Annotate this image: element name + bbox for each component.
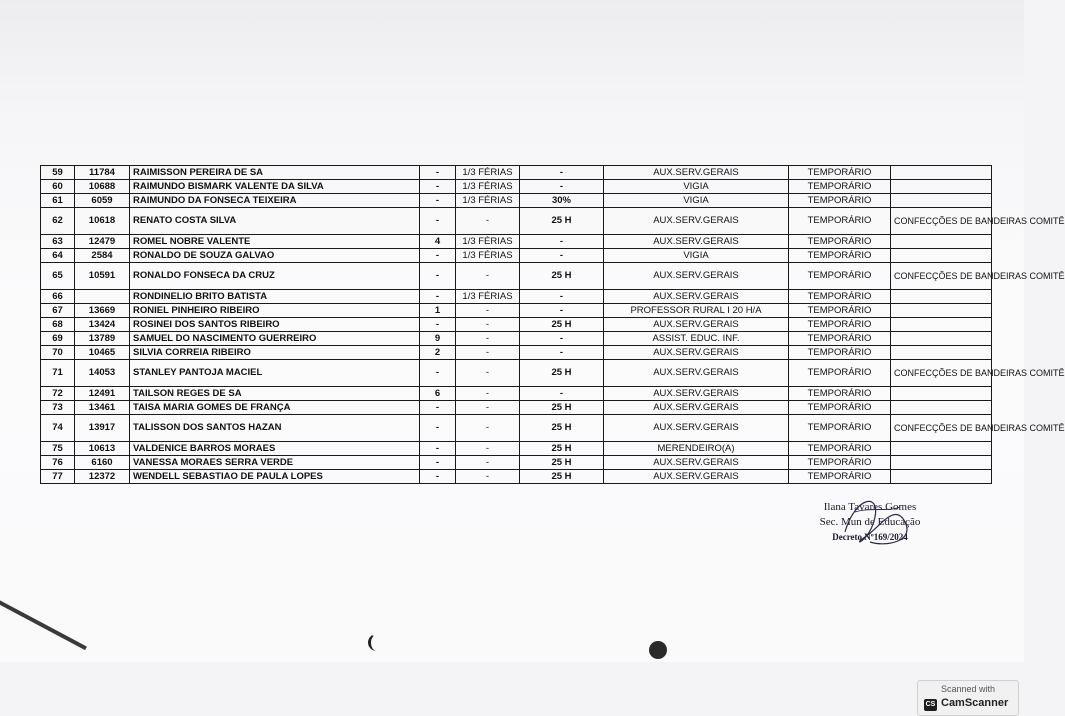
employment-type-cell: TEMPORÁRIO — [789, 263, 891, 290]
vacation-cell: 1/3 FÉRIAS — [456, 180, 520, 194]
observation-cell — [891, 166, 992, 180]
row-number-cell: 63 — [41, 235, 75, 249]
job-title-cell: ASSIST. EDUC. INF. — [604, 332, 789, 346]
extra-hours-cell: - — [520, 180, 604, 194]
registration-number-cell: 10618 — [75, 208, 130, 235]
table-row — [41, 180, 992, 194]
extra-hours-cell: - — [520, 249, 604, 263]
employment-type-cell: TEMPORÁRIO — [789, 360, 891, 387]
employee-name-cell: TAISA MARIA GOMES DE FRANÇA — [130, 401, 420, 415]
roster-body — [41, 166, 1065, 484]
row-number-cell: 67 — [41, 304, 75, 318]
employment-type-cell: TEMPORÁRIO — [789, 318, 891, 332]
job-title-cell: AUX.SERV.GERAIS — [604, 401, 789, 415]
observation-cell — [891, 332, 992, 346]
employee-name-cell: VANESSA MORAES SERRA VERDE — [130, 456, 420, 470]
observation-cell — [891, 194, 992, 208]
observation-cell — [891, 401, 992, 415]
row-number-cell: 74 — [41, 415, 75, 442]
observation-cell: CONFECÇÕES DE BANDEIRAS COMITÊ — [891, 360, 992, 387]
vacation-cell: 1/3 FÉRIAS — [456, 235, 520, 249]
vacation-cell: 1/3 FÉRIAS — [456, 249, 520, 263]
vacation-cell: - — [456, 415, 520, 442]
row-number-cell: 62 — [41, 208, 75, 235]
registration-number-cell: 13669 — [75, 304, 130, 318]
watermark-brand: CamScanner — [941, 697, 1009, 709]
table-row — [41, 456, 992, 470]
absences-cell: - — [420, 442, 456, 456]
extra-hours-cell: - — [520, 387, 604, 401]
registration-number-cell: 13789 — [75, 332, 130, 346]
absences-cell: 2 — [420, 346, 456, 360]
extra-hours-cell: 25 H — [520, 470, 604, 484]
camscanner-watermark — [917, 680, 1019, 716]
employee-name-cell: RAIMUNDO BISMARK VALENTE DA SILVA — [130, 180, 420, 194]
absences-cell: 6 — [420, 387, 456, 401]
staff-roster-table — [40, 165, 1065, 484]
observation-cell — [891, 290, 992, 304]
punch-mark — [368, 634, 385, 651]
registration-number-cell: 10688 — [75, 180, 130, 194]
employment-type-cell: TEMPORÁRIO — [789, 235, 891, 249]
absences-cell: - — [420, 263, 456, 290]
observation-cell — [891, 235, 992, 249]
job-title-cell: AUX.SERV.GERAIS — [604, 235, 789, 249]
job-title-cell: AUX.SERV.GERAIS — [604, 290, 789, 304]
absences-cell: - — [420, 456, 456, 470]
vacation-cell: - — [456, 456, 520, 470]
vacation-cell: 1/3 FÉRIAS — [456, 194, 520, 208]
row-number-cell: 70 — [41, 346, 75, 360]
table-row — [41, 194, 992, 208]
job-title-cell: AUX.SERV.GERAIS — [604, 263, 789, 290]
job-title-cell: AUX.SERV.GERAIS — [604, 346, 789, 360]
vacation-cell: - — [456, 470, 520, 484]
row-number-cell: 68 — [41, 318, 75, 332]
employee-name-cell: RONALDO DE SOUZA GALVAO — [130, 249, 420, 263]
employee-name-cell: RONALDO FONSECA DA CRUZ — [130, 263, 420, 290]
row-number-cell: 59 — [41, 166, 75, 180]
employee-name-cell: VALDENICE BARROS MORAES — [130, 442, 420, 456]
signature-block — [775, 500, 965, 545]
observation-cell — [891, 318, 992, 332]
vacation-cell: - — [456, 346, 520, 360]
table-row — [41, 415, 992, 442]
extra-hours-cell: 25 H — [520, 360, 604, 387]
observation-cell — [891, 249, 992, 263]
table-row — [41, 387, 992, 401]
job-title-cell: AUX.SERV.GERAIS — [604, 470, 789, 484]
row-number-cell: 61 — [41, 194, 75, 208]
observation-cell — [891, 456, 992, 470]
employee-name-cell: RAIMUNDO DA FONSECA TEIXEIRA — [130, 194, 420, 208]
employee-name-cell: WENDELL SEBASTIAO DE PAULA LOPES — [130, 470, 420, 484]
table-row — [41, 360, 992, 387]
employee-name-cell: ROMEL NOBRE VALENTE — [130, 235, 420, 249]
job-title-cell: AUX.SERV.GERAIS — [604, 360, 789, 387]
vacation-cell: - — [456, 442, 520, 456]
vacation-cell: 1/3 FÉRIAS — [456, 166, 520, 180]
job-title-cell: PROFESSOR RURAL I 20 H/A — [604, 304, 789, 318]
row-number-cell: 65 — [41, 263, 75, 290]
absences-cell: - — [420, 415, 456, 442]
table-row — [41, 290, 992, 304]
employment-type-cell: TEMPORÁRIO — [789, 249, 891, 263]
registration-number-cell: 13461 — [75, 401, 130, 415]
registration-number-cell: 6160 — [75, 456, 130, 470]
employee-name-cell: TAILSON REGES DE SA — [130, 387, 420, 401]
observation-cell — [891, 470, 992, 484]
employee-name-cell: RAIMISSON PEREIRA DE SA — [130, 166, 420, 180]
job-title-cell: VIGIA — [604, 194, 789, 208]
absences-cell: - — [420, 249, 456, 263]
signer-decree: Decreto Nº169/2024 — [832, 532, 908, 542]
table-row — [41, 346, 992, 360]
job-title-cell: AUX.SERV.GERAIS — [604, 318, 789, 332]
punch-hole — [649, 641, 667, 659]
registration-number-cell: 12372 — [75, 470, 130, 484]
table-row — [41, 208, 992, 235]
absences-cell: 4 — [420, 235, 456, 249]
employee-name-cell: STANLEY PANTOJA MACIEL — [130, 360, 420, 387]
vacation-cell: - — [456, 401, 520, 415]
vacation-cell: - — [456, 387, 520, 401]
employment-type-cell: TEMPORÁRIO — [789, 290, 891, 304]
vacation-cell: - — [456, 208, 520, 235]
absences-cell: - — [420, 208, 456, 235]
watermark-caption: Scanned with — [940, 684, 996, 694]
employment-type-cell: TEMPORÁRIO — [789, 194, 891, 208]
absences-cell: 1 — [420, 304, 456, 318]
extra-hours-cell: 25 H — [520, 442, 604, 456]
observation-cell — [891, 442, 992, 456]
row-number-cell: 69 — [41, 332, 75, 346]
employment-type-cell: TEMPORÁRIO — [789, 332, 891, 346]
registration-number-cell: 10465 — [75, 346, 130, 360]
observation-cell — [891, 346, 992, 360]
row-number-cell: 72 — [41, 387, 75, 401]
observation-cell — [891, 304, 992, 318]
row-number-cell: 77 — [41, 470, 75, 484]
table-row — [41, 318, 992, 332]
employment-type-cell: TEMPORÁRIO — [789, 456, 891, 470]
camscanner-logo-icon: CS — [924, 699, 937, 711]
observation-cell — [891, 180, 992, 194]
job-title-cell: AUX.SERV.GERAIS — [604, 387, 789, 401]
vacation-cell: - — [456, 263, 520, 290]
table-row — [41, 166, 992, 180]
employee-name-cell: RENATO COSTA SILVA — [130, 208, 420, 235]
registration-number-cell: 10613 — [75, 442, 130, 456]
row-number-cell: 64 — [41, 249, 75, 263]
observation-cell — [891, 387, 992, 401]
extra-hours-cell: - — [520, 166, 604, 180]
extra-hours-cell: 30% — [520, 194, 604, 208]
job-title-cell: MERENDEIRO(A) — [604, 442, 789, 456]
table-row — [41, 401, 992, 415]
table-row — [41, 249, 992, 263]
row-number-cell: 75 — [41, 442, 75, 456]
absences-cell: - — [420, 166, 456, 180]
extra-hours-cell: 25 H — [520, 208, 604, 235]
vacation-cell: - — [456, 332, 520, 346]
signer-role: Sec. Mun de Educação — [819, 516, 921, 528]
employment-type-cell: TEMPORÁRIO — [789, 415, 891, 442]
job-title-cell: AUX.SERV.GERAIS — [604, 456, 789, 470]
vacation-cell: 1/3 FÉRIAS — [456, 290, 520, 304]
observation-cell: CONFECÇÕES DE BANDEIRAS COMITÊ — [891, 208, 992, 235]
employment-type-cell: TEMPORÁRIO — [789, 180, 891, 194]
job-title-cell: VIGIA — [604, 249, 789, 263]
employment-type-cell: TEMPORÁRIO — [789, 166, 891, 180]
registration-number-cell: 13424 — [75, 318, 130, 332]
vacation-cell: - — [456, 304, 520, 318]
vacation-cell: - — [456, 318, 520, 332]
extra-hours-cell: 25 H — [520, 415, 604, 442]
employment-type-cell: TEMPORÁRIO — [789, 304, 891, 318]
extra-hours-cell: - — [520, 332, 604, 346]
registration-number-cell: 12479 — [75, 235, 130, 249]
registration-number-cell: 2584 — [75, 249, 130, 263]
employment-type-cell: TEMPORÁRIO — [789, 346, 891, 360]
registration-number-cell: 13917 — [75, 415, 130, 442]
job-title-cell: AUX.SERV.GERAIS — [604, 208, 789, 235]
absences-cell: - — [420, 470, 456, 484]
employee-name-cell: ROSINEI DOS SANTOS RIBEIRO — [130, 318, 420, 332]
employment-type-cell: TEMPORÁRIO — [789, 470, 891, 484]
signer-name: Ilana Tavares Gomes — [823, 501, 917, 513]
job-title-cell: AUX.SERV.GERAIS — [604, 415, 789, 442]
registration-number-cell: 6059 — [75, 194, 130, 208]
employee-name-cell: RONDINELIO BRITO BATISTA — [130, 290, 420, 304]
table-row — [41, 470, 992, 484]
table-row — [41, 442, 992, 456]
extra-hours-cell: - — [520, 304, 604, 318]
job-title-cell: AUX.SERV.GERAIS — [604, 166, 789, 180]
observation-cell: CONFECÇÕES DE BANDEIRAS COMITÊ — [891, 263, 992, 290]
extra-hours-cell: 25 H — [520, 263, 604, 290]
vacation-cell: - — [456, 360, 520, 387]
extra-hours-cell: 25 H — [520, 456, 604, 470]
employee-name-cell: TALISSON DOS SANTOS HAZAN — [130, 415, 420, 442]
absences-cell: 9 — [420, 332, 456, 346]
employment-type-cell: TEMPORÁRIO — [789, 442, 891, 456]
absences-cell: - — [420, 401, 456, 415]
employee-name-cell: RONIEL PINHEIRO RIBEIRO — [130, 304, 420, 318]
table-row — [41, 235, 992, 249]
employment-type-cell: TEMPORÁRIO — [789, 208, 891, 235]
row-number-cell: 71 — [41, 360, 75, 387]
registration-number-cell: 10591 — [75, 263, 130, 290]
extra-hours-cell: 25 H — [520, 401, 604, 415]
observation-cell: CONFECÇÕES DE BANDEIRAS COMITÊ — [891, 415, 992, 442]
extra-hours-cell: 25 H — [520, 318, 604, 332]
table-row — [41, 263, 992, 290]
employee-name-cell: SAMUEL DO NASCIMENTO GUERREIRO — [130, 332, 420, 346]
signature-scribble — [835, 492, 915, 552]
registration-number-cell: 14053 — [75, 360, 130, 387]
row-number-cell: 73 — [41, 401, 75, 415]
registration-number-cell: 12491 — [75, 387, 130, 401]
extra-hours-cell: - — [520, 290, 604, 304]
absences-cell: - — [420, 194, 456, 208]
absences-cell: - — [420, 290, 456, 304]
employee-name-cell: SILVIA CORREIA RIBEIRO — [130, 346, 420, 360]
employment-type-cell: TEMPORÁRIO — [789, 387, 891, 401]
row-number-cell: 66 — [41, 290, 75, 304]
table-row — [41, 332, 992, 346]
absences-cell: - — [420, 318, 456, 332]
table-row — [41, 304, 992, 318]
row-number-cell: 76 — [41, 456, 75, 470]
row-number-cell: 60 — [41, 180, 75, 194]
job-title-cell: VIGIA — [604, 180, 789, 194]
absences-cell: - — [420, 360, 456, 387]
extra-hours-cell: - — [520, 346, 604, 360]
employment-type-cell: TEMPORÁRIO — [789, 401, 891, 415]
registration-number-cell: 11784 — [75, 166, 130, 180]
registration-number-cell — [75, 290, 130, 304]
extra-hours-cell: - — [520, 235, 604, 249]
absences-cell: - — [420, 180, 456, 194]
